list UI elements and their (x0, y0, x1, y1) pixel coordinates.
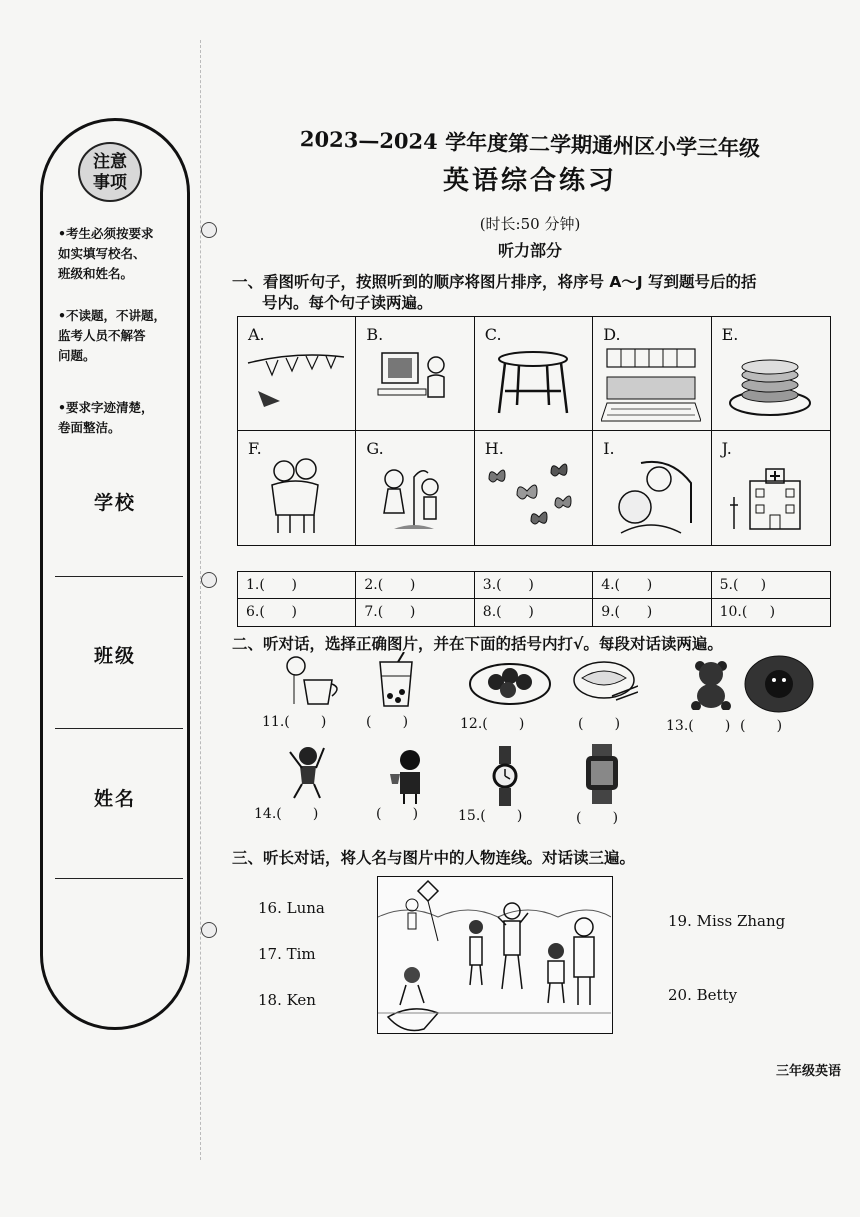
name-luna[interactable]: 16. Luna (258, 899, 325, 917)
picture-letter: F. (248, 439, 262, 458)
note-line: 班级和姓名。 (58, 266, 134, 281)
binding-hole-icon (201, 222, 217, 238)
answer-slot-9[interactable]: 9.( ) (593, 599, 711, 626)
name-miss-zhang[interactable]: 19. Miss Zhang (668, 912, 786, 930)
duration: (时长:50 分钟) (479, 215, 581, 233)
answer-slot-10[interactable]: 10.( ) (719, 604, 776, 620)
hospital-icon (720, 457, 820, 537)
class-label: 班级 (93, 645, 136, 667)
picture-cell-e (712, 317, 830, 431)
section1-instruction-line2: 号内。每个句子读两遍。 (262, 294, 433, 312)
children-planting-icon (364, 457, 464, 537)
picture-cell-h (475, 431, 593, 545)
exam-title: 2023—2024 学年度第二学期通州区小学三年级 (299, 126, 761, 161)
sports-watch-icon (492, 746, 518, 806)
section3-instruction: 三、听长对话，将人名与图片中的人物连线。对话读三遍。 (232, 849, 636, 867)
picture-letter: A. (248, 325, 265, 344)
binding-hole-icon (201, 922, 217, 938)
note-line: 如实填写校名、 (58, 246, 146, 261)
bubble-tea-icon (374, 652, 418, 708)
picture-cell-d (593, 317, 711, 431)
picture-letter: H. (484, 439, 504, 458)
bunting-icon (246, 343, 346, 423)
black-bear-icon (744, 654, 814, 714)
picture-cell-b (356, 317, 474, 431)
picture-cell-i (593, 431, 711, 545)
smart-watch-icon (582, 744, 622, 804)
answer-slot-7[interactable]: 7.( ) (356, 599, 474, 626)
picture-cell-a (238, 317, 356, 431)
computer-user-icon (364, 343, 464, 423)
q14-answer-b[interactable]: ( ) (376, 806, 419, 822)
school-label: 学校 (93, 492, 136, 514)
table-icon (483, 343, 583, 423)
note-line: 问题。 (58, 348, 96, 363)
q12-answer-a[interactable]: 12.( ) (460, 716, 525, 732)
meatballs-plate-icon (468, 660, 552, 706)
q14-answer-a[interactable]: 14.( ) (254, 806, 319, 822)
picture-grid (237, 316, 831, 546)
note-line: 监考人员不解答 (58, 328, 146, 343)
picture-letter: E. (721, 325, 739, 344)
note-3 (58, 398, 178, 438)
magician-icon (386, 744, 430, 804)
q15-answer-b[interactable]: ( ) (576, 810, 619, 826)
note-line: •要求字迹清楚， (58, 400, 154, 415)
section1-instruction-line1: 一、看图听句子，按照听到的顺序将图片排序，将序号 A～J 写到题号后的括 (232, 273, 757, 291)
binding-hole-icon (201, 572, 217, 588)
kitchen-icon (601, 343, 701, 423)
picture-cell-j (712, 431, 830, 545)
mother-baby-icon (601, 457, 701, 537)
answer-slot-6[interactable]: 6.( ) (238, 599, 356, 626)
answer-slot-1[interactable]: 1.( ) (238, 572, 356, 599)
badge-line-2: 事项 (93, 173, 127, 193)
note-line: •考生必须按要求 (58, 226, 154, 241)
school-field-line[interactable] (55, 576, 183, 577)
part-title: 听力部分 (497, 241, 562, 260)
note-line: •不读题，不讲题， (58, 308, 166, 323)
picture-letter: B. (366, 325, 384, 344)
teddy-bear-icon (686, 658, 738, 710)
note-line: 卷面整洁。 (58, 420, 121, 435)
answer-slot-2[interactable]: 2.( ) (356, 572, 474, 599)
park-scene-icon (378, 877, 611, 1032)
exam-subtitle: 英语综合练习 (442, 166, 617, 196)
picture-letter: G. (366, 439, 384, 458)
class-field-line[interactable] (55, 728, 183, 729)
hug-icon (246, 457, 346, 537)
picture-letter: D. (603, 325, 621, 344)
footer-label: 三年级英语 (776, 1064, 842, 1079)
q12-answer-b[interactable]: ( ) (578, 716, 621, 732)
binding-line (200, 40, 201, 1160)
name-tim[interactable]: 17. Tim (258, 945, 316, 963)
q11-answer-a[interactable]: 11.( ) (262, 714, 327, 730)
notice-badge (78, 142, 142, 202)
answer-slot-8[interactable]: 8.( ) (475, 599, 593, 626)
note-1 (58, 224, 178, 284)
butterflies-icon (483, 457, 583, 537)
name-betty[interactable]: 20. Betty (668, 986, 738, 1004)
pancakes-icon (720, 343, 820, 423)
picture-letter: J. (721, 439, 732, 458)
dumplings-icon (572, 656, 638, 702)
answer-slot-4[interactable]: 4.( ) (593, 572, 711, 599)
coffee-cup-icon (282, 654, 346, 710)
boy-jumping-icon (284, 742, 330, 802)
name-label: 姓名 (93, 788, 136, 810)
note-2 (58, 306, 178, 366)
q13-answer-b[interactable]: ( ) (740, 718, 783, 734)
name-ken[interactable]: 18. Ken (258, 991, 316, 1009)
badge-line-1: 注意 (93, 152, 127, 172)
answer-table (237, 571, 831, 627)
picture-letter: I. (603, 439, 615, 458)
q11-answer-b[interactable]: ( ) (366, 714, 409, 730)
answer-slot-3[interactable]: 3.( ) (475, 572, 593, 599)
picture-cell-g (356, 431, 474, 545)
q15-answer-a[interactable]: 15.( ) (458, 808, 523, 824)
picture-cell-c (475, 317, 593, 431)
park-scene (377, 876, 613, 1034)
picture-letter: C. (484, 325, 502, 344)
q13-answer-a[interactable]: 13.( ) (666, 718, 731, 734)
answer-slot-5[interactable]: 5.( ) (712, 572, 830, 599)
section2-instruction: 二、听对话，选择正确图片，并在下面的括号内打√。每段对话读两遍。 (232, 635, 723, 653)
picture-cell-f (238, 431, 356, 545)
name-field-line[interactable] (55, 878, 183, 879)
